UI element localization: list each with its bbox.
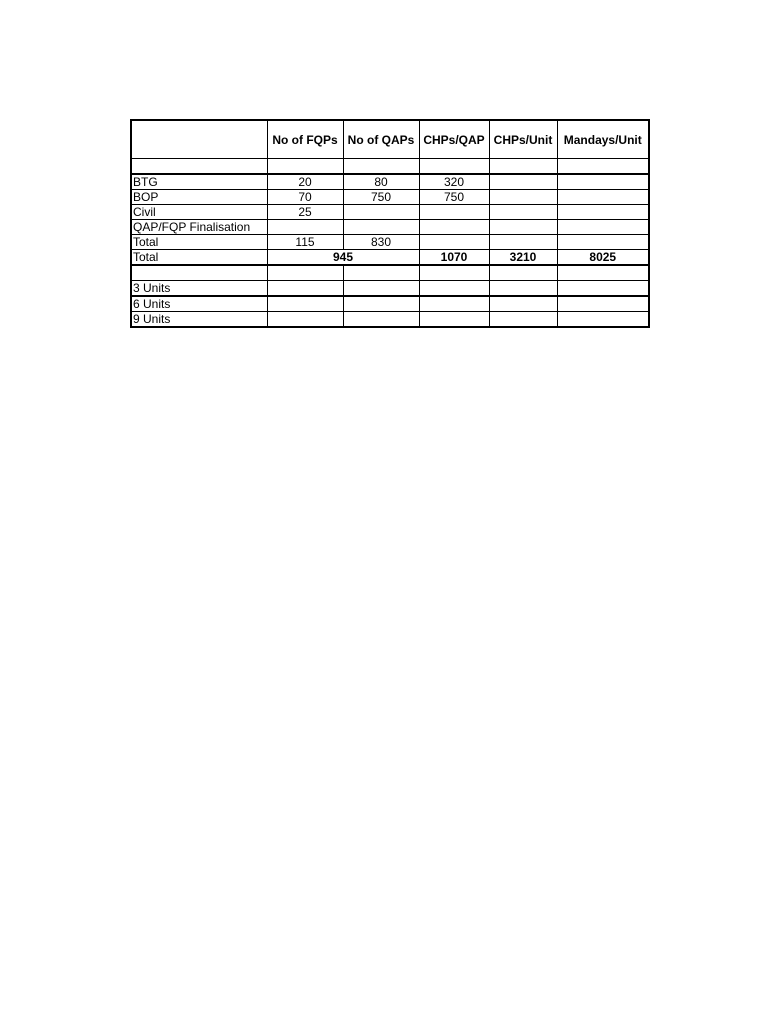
header-mandays-per-unit[interactable]: Mandays/Unit	[557, 120, 649, 159]
empty-cell[interactable]	[419, 220, 489, 235]
row-label-civil[interactable]: Civil	[131, 205, 267, 220]
empty-cell[interactable]	[557, 159, 649, 175]
grand-total-fqp-qap-sum-cell[interactable]: 945	[267, 250, 419, 266]
header-row	[131, 120, 649, 159]
table-row	[131, 190, 649, 205]
grand-total-mandays-unit-cell[interactable]: 8025	[557, 250, 649, 266]
row-label-btg[interactable]: BTG	[131, 174, 267, 190]
empty-cell[interactable]	[131, 265, 267, 281]
row-label-qap-fqp-finalisation[interactable]: QAP/FQP Finalisation	[131, 220, 267, 235]
empty-cell[interactable]	[419, 312, 489, 328]
btg-chps-qap-cell[interactable]: 320	[419, 174, 489, 190]
empty-cell[interactable]	[343, 220, 419, 235]
empty-cell[interactable]	[343, 159, 419, 175]
blank-row	[131, 265, 649, 281]
table-row	[131, 174, 649, 190]
empty-cell[interactable]	[343, 296, 419, 312]
empty-cell[interactable]	[557, 265, 649, 281]
empty-cell[interactable]	[419, 235, 489, 250]
empty-cell[interactable]	[489, 235, 557, 250]
row-label-9-units[interactable]: 9 Units	[131, 312, 267, 328]
empty-cell[interactable]	[489, 174, 557, 190]
empty-cell[interactable]	[489, 312, 557, 328]
table-row	[131, 312, 649, 328]
empty-cell[interactable]	[557, 235, 649, 250]
bop-chps-qap-cell[interactable]: 750	[419, 190, 489, 205]
empty-cell[interactable]	[489, 220, 557, 235]
grand-total-row	[131, 250, 649, 266]
empty-cell[interactable]	[557, 220, 649, 235]
row-label-grand-total[interactable]: Total	[131, 250, 267, 266]
empty-cell[interactable]	[419, 281, 489, 297]
empty-cell[interactable]	[267, 281, 343, 297]
empty-cell[interactable]	[489, 205, 557, 220]
empty-cell[interactable]	[489, 281, 557, 297]
row-label-3-units[interactable]: 3 Units	[131, 281, 267, 297]
empty-cell[interactable]	[343, 205, 419, 220]
spreadsheet-table	[130, 119, 650, 328]
table-row	[131, 205, 649, 220]
empty-cell[interactable]	[419, 159, 489, 175]
empty-cell[interactable]	[557, 296, 649, 312]
empty-cell[interactable]	[267, 296, 343, 312]
row-label-6-units[interactable]: 6 Units	[131, 296, 267, 312]
empty-cell[interactable]	[419, 205, 489, 220]
total-fqps-cell[interactable]: 115	[267, 235, 343, 250]
blank-row	[131, 159, 649, 175]
empty-cell[interactable]	[489, 265, 557, 281]
empty-cell[interactable]	[267, 265, 343, 281]
header-no-of-qaps[interactable]: No of QAPs	[343, 120, 419, 159]
grand-total-chps-unit-cell[interactable]: 3210	[489, 250, 557, 266]
empty-cell[interactable]	[343, 281, 419, 297]
civil-fqps-cell[interactable]: 25	[267, 205, 343, 220]
empty-cell[interactable]	[419, 296, 489, 312]
empty-cell[interactable]	[419, 265, 489, 281]
empty-cell[interactable]	[489, 190, 557, 205]
empty-cell[interactable]	[267, 220, 343, 235]
empty-cell[interactable]	[557, 281, 649, 297]
empty-cell[interactable]	[343, 312, 419, 328]
empty-cell[interactable]	[489, 296, 557, 312]
empty-cell[interactable]	[557, 312, 649, 328]
bop-fqps-cell[interactable]: 70	[267, 190, 343, 205]
empty-cell[interactable]	[343, 265, 419, 281]
btg-fqps-cell[interactable]: 20	[267, 174, 343, 190]
table-row	[131, 220, 649, 235]
empty-cell[interactable]	[557, 190, 649, 205]
empty-cell[interactable]	[267, 159, 343, 175]
row-label-total[interactable]: Total	[131, 235, 267, 250]
table-row	[131, 235, 649, 250]
grand-total-chps-qap-cell[interactable]: 1070	[419, 250, 489, 266]
empty-cell[interactable]	[267, 312, 343, 328]
btg-qaps-cell[interactable]: 80	[343, 174, 419, 190]
empty-cell[interactable]	[489, 159, 557, 175]
bop-qaps-cell[interactable]: 750	[343, 190, 419, 205]
empty-cell[interactable]	[557, 205, 649, 220]
header-chps-per-unit[interactable]: CHPs/Unit	[489, 120, 557, 159]
header-corner-cell[interactable]	[131, 120, 267, 159]
table-row	[131, 281, 649, 297]
header-chps-per-qap[interactable]: CHPs/QAP	[419, 120, 489, 159]
empty-cell[interactable]	[131, 159, 267, 175]
table-row	[131, 296, 649, 312]
total-qaps-cell[interactable]: 830	[343, 235, 419, 250]
header-no-of-fqps[interactable]: No of FQPs	[267, 120, 343, 159]
row-label-bop[interactable]: BOP	[131, 190, 267, 205]
empty-cell[interactable]	[557, 174, 649, 190]
